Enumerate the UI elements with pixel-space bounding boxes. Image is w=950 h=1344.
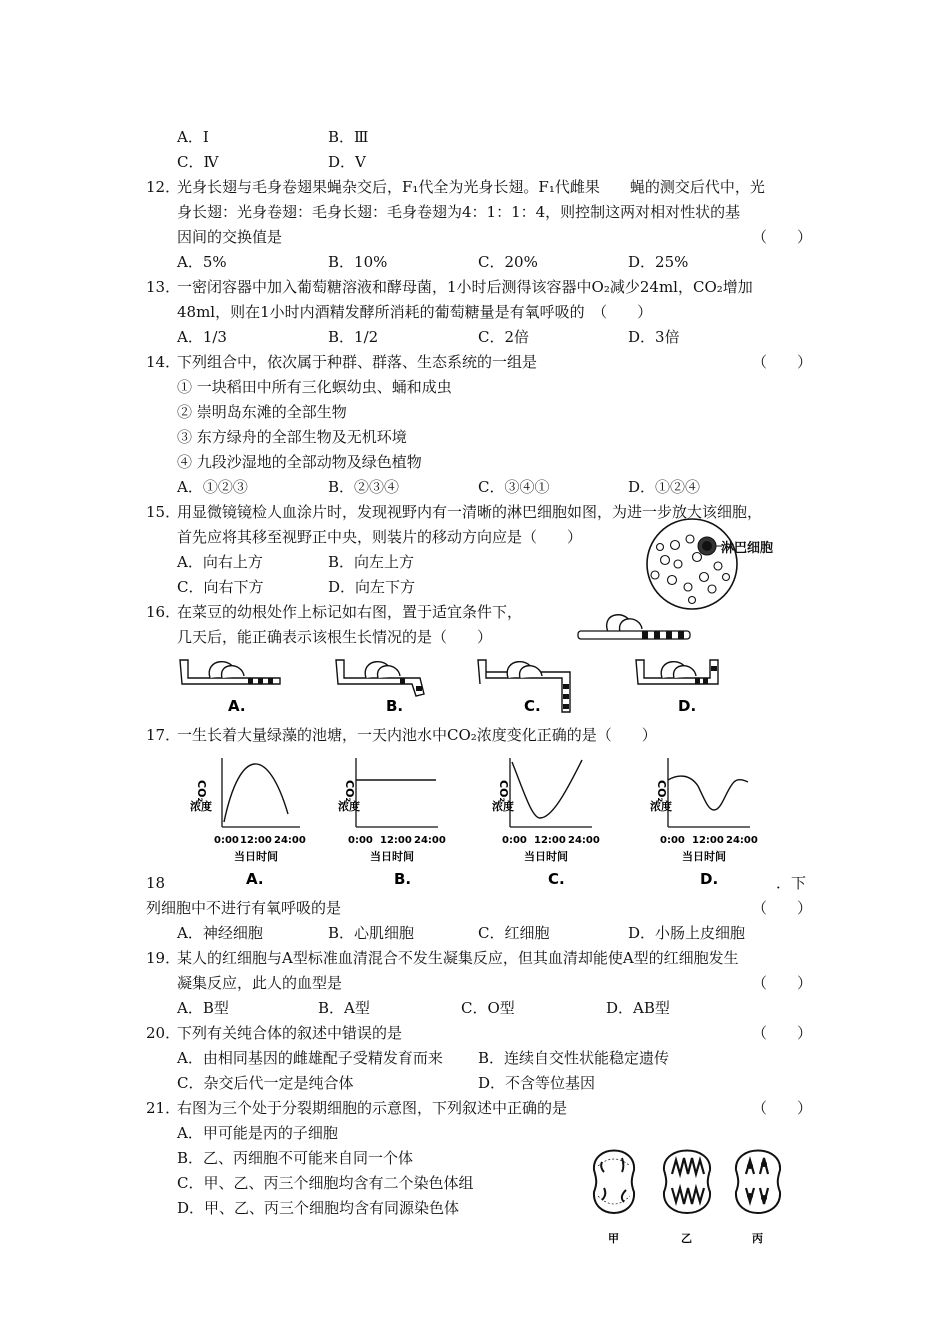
- q16-number: 16．: [146, 603, 181, 621]
- q17-stem-line1: 一生长着大量绿藻的池塘，一天内池水中CO₂浓度变化正确的是（ ）: [177, 726, 657, 744]
- q17-chart-a-ylabel1: CO₂: [195, 780, 208, 803]
- q20-number: 20．: [146, 1024, 181, 1042]
- cell-bing: [736, 1151, 780, 1214]
- q12-stem-line2: 身长翅：光身卷翅：毛身长翅：毛身卷翅为4：1：1：4，则控制这两对相对性状的基: [177, 203, 741, 221]
- q17-chart-a-curve: [224, 764, 288, 822]
- q17-chart-d: [648, 752, 773, 890]
- q21-dividing-cells-figure: [584, 1140, 794, 1250]
- q12-answer-paren: （ ）: [752, 228, 813, 246]
- q18-option-c: C．红细胞: [478, 924, 550, 942]
- q17-chart-b-ylabel1: CO₂: [343, 780, 356, 803]
- q14-option-b: B．②③④: [328, 478, 400, 496]
- q17-chart-b-xlabel: 当日时间: [370, 850, 414, 863]
- q19-answer-paren: （ ）: [752, 974, 813, 992]
- q17-chart-d-tick-0: 0:00: [660, 835, 685, 846]
- q14-item-2: ② 崇明岛东滩的全部生物: [177, 403, 347, 421]
- cell-label-bing: 丙: [752, 1232, 763, 1245]
- q21-option-b: B．乙、丙细胞不可能来自同一个体: [177, 1149, 414, 1167]
- q11-option-c: C．Ⅳ: [177, 153, 219, 171]
- q16-stem-line1: 在菜豆的幼根处作上标记如右图，置于适宜条件下，: [177, 603, 523, 621]
- q21-option-d: D．甲、乙、丙三个细胞均含有同源染色体: [177, 1199, 460, 1217]
- q17-chart-c-tick-1: 12:00: [534, 835, 566, 846]
- q16-options-figure: [170, 650, 750, 720]
- q11-option-b: B．Ⅲ: [328, 128, 369, 146]
- q14-item-3: ③ 东方绿舟的全部生物及无机环境: [177, 428, 407, 446]
- q17-chart-c-tick-0: 0:00: [502, 835, 527, 846]
- q17-chart-b-tick-2: 24:00: [414, 835, 446, 846]
- q21-number: 21．: [146, 1099, 181, 1117]
- q17-chart-a-letter: A.: [246, 870, 264, 888]
- q18-option-a: A．神经细胞: [177, 924, 263, 942]
- q20-option-a: A．由相同基因的雌雄配子受精发育而来: [177, 1049, 443, 1067]
- q17-chart-c-ylabel1: CO₂: [497, 780, 510, 803]
- q17-chart-d-tick-1: 12:00: [692, 835, 724, 846]
- q18-option-b: B．心肌细胞: [328, 924, 415, 942]
- q17-chart-a-tick-1: 12:00: [240, 835, 272, 846]
- q18-number: 18: [146, 874, 166, 892]
- lymphocyte-label: 淋巴细胞: [721, 541, 774, 556]
- q16-root-b: [336, 660, 424, 696]
- q18-option-d: D．小肠上皮细胞: [628, 924, 746, 942]
- q17-chart-a-tick-0: 0:00: [214, 835, 239, 846]
- red-blood-cells: [651, 535, 730, 604]
- q15-option-a: A．向右上方: [177, 553, 263, 571]
- q14-number: 14．: [146, 353, 181, 371]
- q14-item-1: ① 一块稻田中所有三化螟幼虫、蛹和成虫: [177, 378, 452, 396]
- q19-option-a: A．B型: [177, 999, 229, 1017]
- q17-chart-c-xlabel: 当日时间: [524, 850, 568, 863]
- q15-option-d: D．向左下方: [328, 578, 416, 596]
- q12-stem-line3: 因间的交换值是: [177, 228, 283, 246]
- q20-option-c: C．杂交后代一定是纯合体: [177, 1074, 354, 1092]
- q21-option-c: C．甲、乙、丙三个细胞均含有二个染色体组: [177, 1174, 474, 1192]
- q17-chart-d-letter: D.: [700, 870, 719, 888]
- q14-option-d: D．①②④: [628, 478, 701, 496]
- q17-chart-a-ylabel2: 浓度: [190, 800, 212, 813]
- cell-yi: [664, 1151, 710, 1214]
- q17-chart-a: [188, 752, 313, 890]
- q17-chart-c-letter: C.: [548, 870, 565, 888]
- q12-option-b: B．10%: [328, 253, 388, 271]
- q12-stem-line1: 光身长翅与毛身卷翅果蝇杂交后，F₁代全为光身长翅。F₁代雌果 蝇的测交后代中，光: [177, 178, 765, 196]
- q13-option-c: C．2倍: [478, 328, 530, 346]
- cell-label-jia: 甲: [608, 1232, 619, 1245]
- q16-label-c: C.: [524, 697, 541, 715]
- q17-chart-c-curve: [512, 760, 582, 818]
- q17-chart-b-tick-1: 12:00: [380, 835, 412, 846]
- q12-option-c: C．20%: [478, 253, 538, 271]
- q13-number: 13．: [146, 278, 181, 296]
- q17-chart-b-ylabel2: 浓度: [338, 800, 360, 813]
- q21-answer-paren: （ ）: [752, 1099, 813, 1117]
- q15-number: 15．: [146, 503, 181, 521]
- q16-label-b: B.: [386, 697, 404, 715]
- q17-chart-d-curve: [668, 776, 748, 810]
- q15-option-c: C．向右下方: [177, 578, 264, 596]
- q11-option-d: D．Ⅴ: [328, 153, 366, 171]
- q19-stem-line2: 凝集反应，此人的血型是: [177, 974, 343, 992]
- q13-stem-line1: 一密闭容器中加入葡萄糖溶液和酵母菌，1小时后测得该容器中O₂减少24ml，CO₂增加: [177, 278, 753, 296]
- q19-stem-line1: 某人的红细胞与A型标准血清混合不发生凝集反应，但其血清却能使A型的红细胞发生: [177, 949, 739, 967]
- q17-chart-d-tick-2: 24:00: [726, 835, 758, 846]
- q17-chart-c: [490, 752, 615, 890]
- q14-stem-line1: 下列组合中，依次属于种群、群落、生态系统的一组是: [177, 353, 538, 371]
- cell-jia: [594, 1151, 634, 1214]
- q15-microscope-figure: [640, 515, 810, 615]
- q16-stem-line2: 几天后，能正确表示该根生长情况的是（ ）: [177, 628, 493, 646]
- q14-option-a: A．①②③: [177, 478, 248, 496]
- q17-chart-b: [336, 752, 461, 890]
- q18-stem-tail: ．下: [776, 874, 807, 892]
- q21-stem-line1: 右图为三个处于分裂期细胞的示意图，下列叙述中正确的是: [177, 1099, 568, 1117]
- q17-chart-b-tick-0: 0:00: [348, 835, 373, 846]
- q17-number: 17．: [146, 726, 181, 744]
- q21-option-a: A．甲可能是丙的子细胞: [177, 1124, 338, 1142]
- q17-chart-a-xlabel: 当日时间: [234, 850, 278, 863]
- q16-reference-root-figure: [570, 605, 705, 645]
- q15-option-b: B．向左上方: [328, 553, 415, 571]
- q15-stem-line2: 首先应将其移至视野正中央，则装片的移动方向应是（ ）: [177, 528, 583, 546]
- q20-option-b: B．连续自交性状能稳定遗传: [478, 1049, 670, 1067]
- q13-option-d: D．3倍: [628, 328, 680, 346]
- q14-answer-paren: （ ）: [752, 353, 813, 371]
- q12-option-a: A．5%: [177, 253, 227, 271]
- q18-stem-line2: 列细胞中不进行有氧呼吸的是: [146, 899, 342, 917]
- q16-root-d: [636, 660, 718, 684]
- q12-number: 12．: [146, 178, 181, 196]
- q18-answer-paren: （ ）: [752, 899, 813, 917]
- q19-option-c: C．O型: [461, 999, 515, 1017]
- q17-chart-d-xlabel: 当日时间: [682, 850, 726, 863]
- q16-root-a: [180, 660, 280, 684]
- q17-chart-c-tick-2: 24:00: [568, 835, 600, 846]
- q17-chart-d-ylabel2: 浓度: [650, 800, 672, 813]
- q20-stem-line1: 下列有关纯合体的叙述中错误的是: [177, 1024, 403, 1042]
- q17-chart-b-letter: B.: [394, 870, 412, 888]
- q14-option-c: C．③④①: [478, 478, 550, 496]
- cell-label-yi: 乙: [681, 1232, 692, 1245]
- q13-option-a: A．1/3: [177, 328, 227, 346]
- q14-item-4: ④ 九段沙湿地的全部动物及绿色植物: [177, 453, 422, 471]
- q19-number: 19．: [146, 949, 181, 967]
- q20-option-d: D．不含等位基因: [478, 1074, 596, 1092]
- q13-option-b: B．1/2: [328, 328, 379, 346]
- q20-answer-paren: （ ）: [752, 1024, 813, 1042]
- q13-stem-line2: 48ml，则在1小时内酒精发酵所消耗的葡萄糖量是有氧呼吸的 （ ）: [177, 303, 653, 321]
- q15-stem-line1: 用显微镜镜检人血涂片时，发现视野内有一清晰的淋巴细胞如图，为进一步放大该细胞，: [177, 503, 763, 521]
- field-of-view: [647, 519, 737, 609]
- q19-option-b: B．A型: [318, 999, 370, 1017]
- q17-chart-a-tick-2: 24:00: [274, 835, 306, 846]
- q17-chart-c-ylabel2: 浓度: [492, 800, 514, 813]
- q16-label-d: D.: [678, 697, 697, 715]
- q12-option-d: D．25%: [628, 253, 689, 271]
- q19-option-d: D．AB型: [606, 999, 670, 1017]
- q17-chart-d-ylabel1: CO₂: [655, 780, 668, 803]
- q16-label-a: A.: [228, 697, 246, 715]
- q11-option-a: A．Ⅰ: [177, 128, 209, 146]
